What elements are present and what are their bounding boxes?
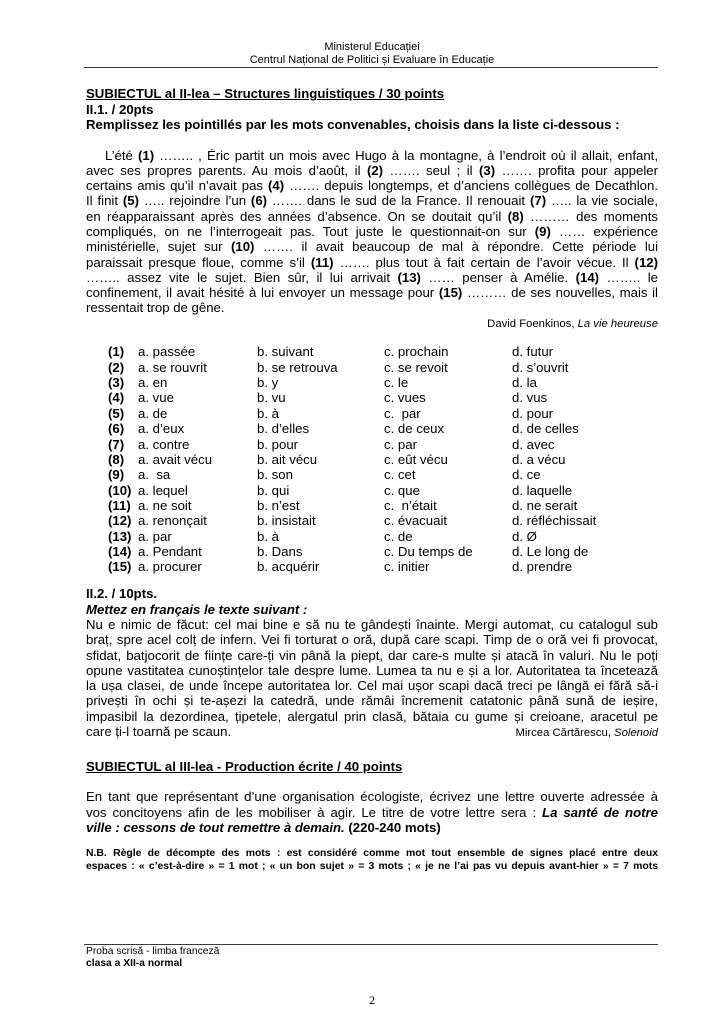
- text-line: [86, 805, 658, 820]
- subject-3-heading: [86, 759, 658, 774]
- question-number: (7): [108, 436, 125, 452]
- footer-class: clasa a XII-a normal: [86, 958, 183, 970]
- question-number: (5): [108, 405, 125, 421]
- text-line: impasibil la dezordinea, țipetele, alergatul prin clasă, bătaia cu gume și creioane, aracetul pe: [86, 708, 658, 724]
- question-number: (1): [108, 344, 125, 360]
- text-run: ressentait trop de gêne.: [86, 300, 225, 316]
- option-b: b. pour: [257, 436, 299, 452]
- option-b: b. à: [257, 528, 279, 544]
- option-b: b. Dans: [257, 544, 303, 560]
- text-run: certains amis qu’il n’avait pas: [86, 178, 269, 194]
- text-run: (4): [268, 178, 285, 194]
- option-c: c. de: [384, 528, 413, 544]
- source-author: David Foenkinos,: [487, 318, 578, 331]
- text-line: privești în ochi și te-așezi la catedră, unde rămâi încremenit catatonic până sună de ieșire,: [86, 693, 658, 709]
- text-line: sfidat, batjocorit de ființe care-ți vin până la piept, dar care-s multe și atacă în valuri. Nu le poți: [86, 647, 658, 663]
- text-run: …….. assez vite le sujet. Bien sûr, il lui arrivait: [86, 269, 398, 285]
- subject-3-title-line: [86, 759, 658, 774]
- source-author: Mircea Cărtărescu,: [515, 727, 615, 740]
- text-line: [86, 148, 658, 163]
- option-d: d. ne serait: [512, 497, 578, 513]
- text-line: [86, 209, 658, 224]
- option-b: b. ait vécu: [257, 451, 318, 467]
- option-row: [0, 360, 724, 375]
- subject-3-text: [86, 789, 658, 835]
- option-b: b. qui: [257, 482, 290, 498]
- part-1-source: [86, 317, 658, 332]
- text-run: (9): [534, 223, 551, 239]
- option-row: [0, 406, 724, 421]
- option-c: c. cet: [384, 467, 416, 483]
- text-run: ….. la vie sociale,: [546, 193, 658, 209]
- text-run: ministérielle, sujet sur: [86, 239, 231, 255]
- option-row: [0, 421, 724, 436]
- text-run: (12): [634, 254, 658, 270]
- part-2: [86, 586, 658, 739]
- part-1-label: II.1. / 20pts: [86, 101, 154, 117]
- question-number: (3): [108, 375, 125, 391]
- text-run: (10): [230, 239, 255, 255]
- header-rule: [84, 67, 658, 68]
- text-run: ……. plus tout à fait certain de l’avoir vécue. Il: [333, 254, 635, 270]
- option-d: d. Ø: [512, 528, 537, 544]
- option-c: c. prochain: [384, 344, 449, 360]
- question-number: (8): [108, 451, 125, 467]
- option-a: a. avait vécu: [138, 451, 213, 467]
- option-d: d. la: [512, 375, 537, 391]
- text-line: [86, 178, 658, 193]
- subject-2-heading: [86, 86, 658, 132]
- question-number: (4): [108, 390, 125, 406]
- option-a: a. en: [138, 375, 168, 391]
- option-row: [0, 390, 724, 405]
- text-line: [86, 163, 658, 178]
- option-b: b. à: [257, 405, 279, 421]
- option-row: [0, 452, 724, 467]
- text-line: care ți-l toarnă pe scaun.: [86, 724, 232, 740]
- option-row: [0, 559, 724, 574]
- text-run: (1): [138, 147, 155, 163]
- option-row: [0, 529, 724, 544]
- part-2-label: II.2. / 10pts.: [86, 586, 158, 602]
- text-run: La santé de notre: [542, 804, 658, 820]
- question-number: (15): [108, 559, 132, 575]
- text-run: (6): [250, 193, 268, 209]
- source-title: Solenoid: [614, 727, 658, 740]
- text-run: ……… de ses nouvelles, mais il: [462, 285, 658, 301]
- page-number: 2: [369, 993, 375, 1007]
- text-line: [86, 239, 658, 254]
- text-line: [86, 300, 658, 315]
- text-line: [86, 789, 658, 804]
- option-b: b. insistait: [257, 513, 316, 529]
- option-c: c. évacuait: [384, 513, 448, 529]
- option-c: c. n’était: [384, 497, 437, 513]
- text-run: paraissait presque floue, comme s’il: [86, 254, 311, 270]
- option-a: a. passée: [138, 344, 196, 360]
- option-row: [0, 544, 724, 559]
- source-citation: [515, 726, 658, 741]
- option-c: c. eût vécu: [384, 451, 448, 467]
- option-d: d. a vécu: [512, 451, 566, 467]
- option-b: b. y: [257, 375, 279, 391]
- option-c: c. par: [384, 405, 421, 421]
- option-d: d. laquelle: [512, 482, 573, 498]
- option-row: [0, 498, 724, 513]
- text-run: L’été: [105, 147, 139, 163]
- option-a: a. Pendant: [138, 544, 202, 560]
- text-run: (13): [397, 269, 421, 285]
- part-2-instruction: Mettez en français le texte suivant :: [86, 601, 308, 617]
- text-run: ……. dans le sud de la France. Il renouait: [267, 193, 530, 209]
- text-line: Nu e nimic de făcut: cel mai bine e să nu te gândești înainte. Mergi automat, cu catalogul sub: [86, 616, 658, 632]
- option-d: d. s’ouvrit: [512, 359, 569, 375]
- option-b: b. acquérir: [257, 559, 320, 575]
- option-row: [0, 375, 724, 390]
- option-a: a. procurer: [138, 559, 202, 575]
- option-a: a. sa: [138, 467, 171, 483]
- text-line: opune vastitatea cunoștințelor tale despre lume. Lumea ta nu e și a lor. Autoritatea ta încetează: [86, 662, 658, 678]
- text-line: [86, 193, 658, 208]
- option-d: d. futur: [512, 344, 554, 360]
- option-c: c. le: [384, 375, 409, 391]
- question-number: (10): [108, 482, 132, 498]
- text-run: (8): [507, 208, 524, 224]
- text-line: la ușa clasei, de unde începe autoritatea lor. Cel mai ușor scapi dacă treci pe lângă ei fără să-i: [86, 678, 658, 694]
- option-b: b. son: [257, 467, 293, 483]
- option-c: c. vues: [384, 390, 426, 406]
- text-run: (3): [479, 162, 496, 178]
- option-a: a. se rouvrit: [138, 359, 207, 375]
- subject-3-title: SUBIECTUL al III-lea - Production écrite / 40 points: [86, 759, 403, 775]
- option-row: [0, 344, 724, 359]
- option-row: [0, 483, 724, 498]
- part-1-text: [86, 148, 658, 316]
- ministry-header: Ministerul Educației: [324, 41, 420, 53]
- text-run: en réapparaissant après des années d’absence. On se doutait qu’il: [86, 208, 508, 224]
- text-run: confinement, il avait hésité à lui envoyer un message pour: [86, 285, 439, 301]
- center-header: Centrul Național de Politici și Evaluare în Educație: [249, 53, 495, 66]
- footer: [86, 946, 658, 971]
- option-c: c. se revoit: [384, 359, 448, 375]
- option-d: d. avec: [512, 436, 555, 452]
- text-run: ……. profita pour appeler: [495, 162, 658, 178]
- option-a: a. d’eux: [138, 421, 185, 437]
- option-a: a. ne soit: [138, 497, 192, 513]
- option-d: d. Le long de: [512, 544, 589, 560]
- option-d: d. pour: [512, 405, 554, 421]
- option-b: b. vu: [257, 390, 286, 406]
- footer-exam: Proba scrisă - limba franceză: [86, 946, 220, 957]
- option-c: c. Du temps de: [384, 544, 473, 560]
- question-number: (11): [108, 497, 131, 513]
- option-b: b. se retrouva: [257, 359, 338, 375]
- question-number: (9): [108, 467, 125, 483]
- text-run: (14): [575, 269, 600, 285]
- part-1-instruction: Remplissez les pointillés par les mots convenables, choisis dans la liste ci-dessous :: [86, 116, 620, 132]
- text-run: ……. il avait beaucoup de mal à répondre. Cette période lui: [254, 239, 659, 255]
- text-run: En tant que représentant d’une organisation écologiste, écrivez une lettre ouverte adressée à: [86, 789, 658, 805]
- option-a: a. vue: [138, 390, 174, 406]
- option-b: b. d’elles: [257, 421, 310, 437]
- text-run: avec ses propres parents. Au mois d’août, il: [86, 162, 367, 178]
- source-title: La vie heureuse: [577, 318, 658, 331]
- option-a: a. par: [138, 528, 172, 544]
- text-run: …… expérience: [550, 223, 658, 239]
- option-c: c. que: [384, 482, 420, 498]
- option-b: b. n’est: [257, 497, 300, 513]
- option-row: [0, 467, 724, 482]
- text-line: [86, 820, 658, 835]
- options-list: [0, 344, 724, 576]
- option-d: d. prendre: [512, 559, 573, 575]
- question-number: (14): [108, 544, 132, 560]
- option-a: a. contre: [138, 436, 190, 452]
- text-run: ville : cessons de tout remettre à demain.: [86, 819, 345, 835]
- text-run: (220-240 mots): [348, 819, 441, 835]
- source-citation: [86, 317, 658, 332]
- text-run: ……… des moments: [523, 208, 658, 224]
- text-line: braț, spre acel colț de infern. Vei fi torturat o oră, după care scapi. Timp de o oră vei fi provocat,: [86, 632, 658, 648]
- text-run: ……. seul ; il: [383, 162, 480, 178]
- note-line: N.B. Règle de décompte des mots : est considéré comme mot tout ensemble de signes placé entre deux: [86, 847, 658, 859]
- text-run: …….. , Éric partit un mois avec Hugo à la montagne, à l’endroit où il allait, enfant,: [154, 147, 658, 163]
- text-run: vos concitoyens afin de les mobiliser à agir. Le titre de votre lettre sera :: [86, 804, 543, 820]
- question-number: (2): [108, 359, 125, 375]
- question-number: (12): [108, 513, 132, 529]
- option-d: d. ce: [512, 467, 541, 483]
- text-run: ……. depuis longtemps, et d’anciens collègues de Decathlon.: [284, 178, 658, 194]
- option-c: c. initier: [384, 559, 430, 575]
- option-a: a. renonçait: [138, 513, 207, 529]
- option-a: a. de: [138, 405, 168, 421]
- subject-2-title-line: [86, 86, 658, 101]
- text-run: (2): [366, 162, 384, 178]
- option-d: d. réfléchissait: [512, 513, 597, 529]
- text-run: …… penser à Amélie.: [420, 269, 576, 285]
- option-d: d. vus: [512, 390, 548, 406]
- text-line: [86, 255, 658, 270]
- question-number: (13): [108, 528, 132, 544]
- option-a: a. lequel: [138, 482, 188, 498]
- option-d: d. de celles: [512, 421, 579, 437]
- option-c: c. par: [384, 436, 417, 452]
- option-row: [0, 437, 724, 452]
- text-run: (15): [438, 285, 463, 301]
- word-count-note: [86, 847, 658, 873]
- text-line: [86, 270, 658, 285]
- text-run: (7): [529, 193, 547, 209]
- text-line-with-source: [86, 724, 658, 739]
- footer-rule: [84, 944, 658, 945]
- text-run: (5): [122, 193, 140, 209]
- text-run: ….. rejoindre l’un: [139, 193, 251, 209]
- text-run: …….. le: [599, 269, 658, 285]
- option-c: c. de ceux: [384, 421, 445, 437]
- option-row: [0, 513, 724, 528]
- text-run: (11): [310, 254, 334, 270]
- text-line: [86, 285, 658, 300]
- note-line: espaces : « c’est-à-dire » = 1 mot ; « un bon sujet » = 3 mots ; « je ne l’ai pas vu depuis avant-hier » = 7 mots: [86, 860, 658, 872]
- question-number: (6): [108, 421, 125, 437]
- subject-2-title: SUBIECTUL al II-lea – Structures linguistiques / 30 points: [86, 86, 445, 102]
- option-b: b. suivant: [257, 344, 314, 360]
- text-run: compliqués, on ne l’interrogeait pas. Tout juste le questionnait-on sur: [86, 223, 535, 239]
- text-run: Il finit: [86, 193, 123, 209]
- text-line: [86, 224, 658, 239]
